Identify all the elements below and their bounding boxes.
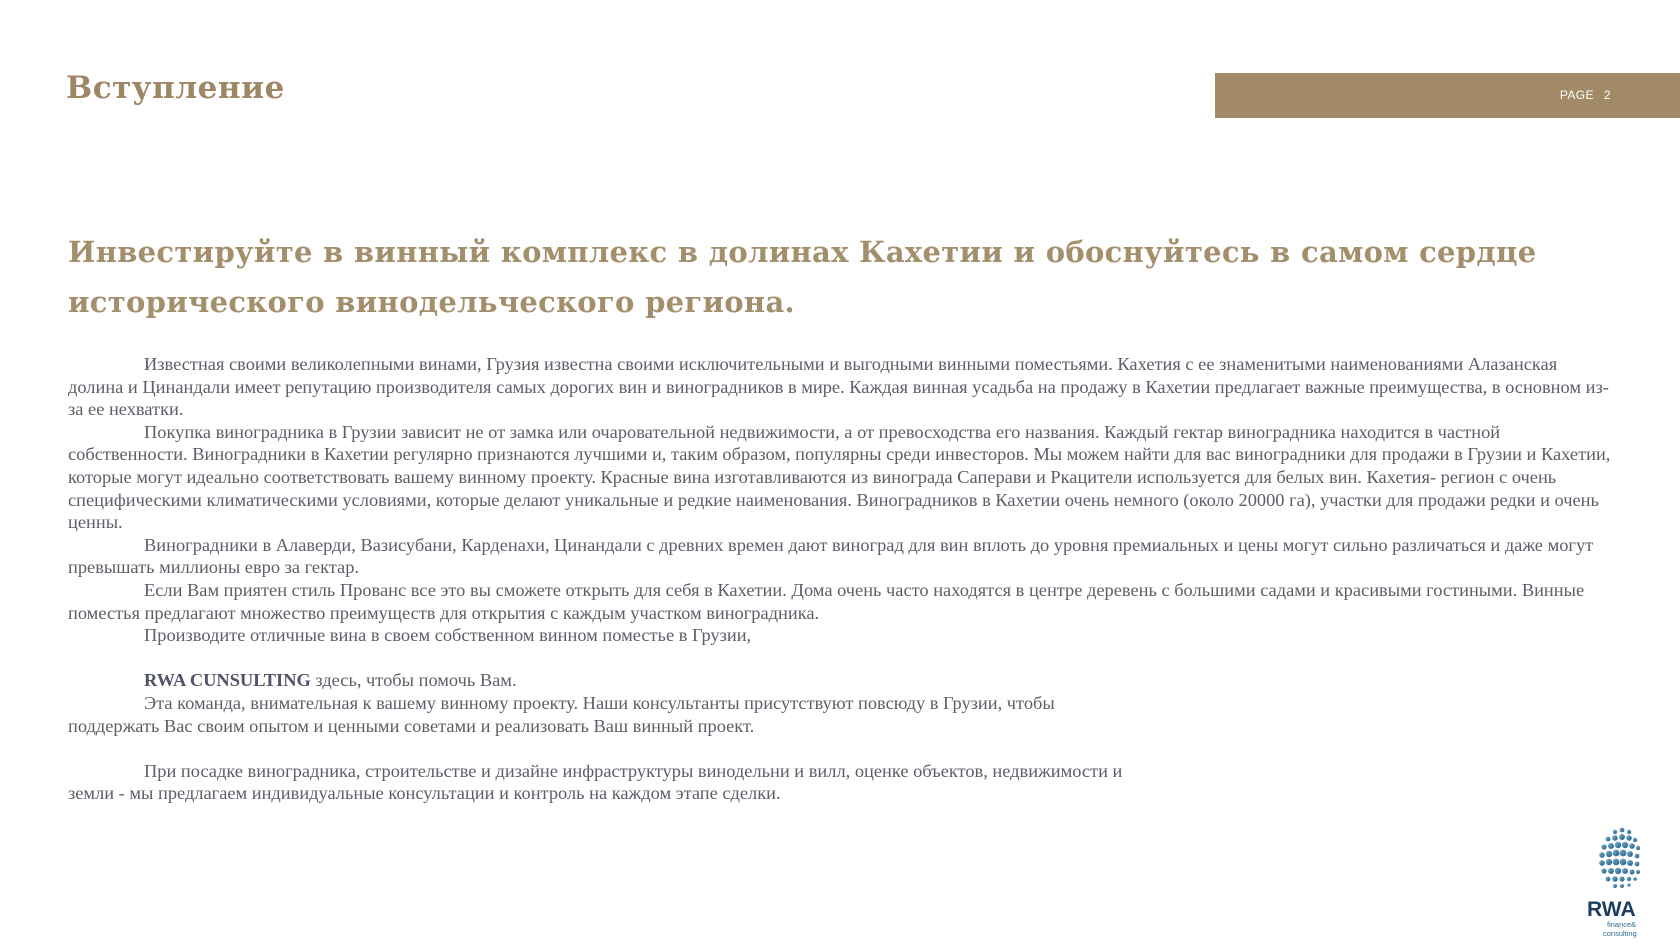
paragraph-5: Производите отличные вина в своем собственном винном поместье в Грузии, <box>144 625 752 646</box>
logo-subtext-2: consulting <box>1603 929 1637 938</box>
paragraph-6 <box>68 669 1616 692</box>
page-indicator <box>1560 88 1611 102</box>
headline-line-1: Инвестируйте в винный комплекс в долинах Кахетии и обоснуйтесь в самом сердце <box>68 235 1537 269</box>
section-title: Вступление <box>66 70 285 106</box>
spacer <box>68 737 1616 760</box>
paragraph-2: Покупка виноградника в Грузии зависит не от замка или очаровательной недвижимости, а от превосходства его названия. Каждый гектар виноградника находится в частной собственности. Виноградники в Кахетии регулярно признаются лучшими и, таким образом, популярны среди инвесторов. Мы можем найти для вас виноградники для продажи в Грузии и Кахетии, которые могут идеально соответствовать вашему винному проекту. Красные вина изготавливаются из винограда Саперави и Ркацители используется для белых вин. Кахетия- регион с очень специфическими климатическими условиями, которые делают уникальные и редкие наименования. Виноградников в Кахетии очень немного (около 20000 га), участки для продажи редки и очень ценны. <box>68 421 1611 533</box>
headline-line-2: исторического винодельческого региона. <box>68 285 795 319</box>
paragraph-4: Если Вам приятен стиль Прованс все это вы сможете открыть для себя в Кахетии. Дома очень часто находятся в центре деревень с большими садами и красивыми гостиными. Винные поместья предлагают множество преимуществ для открытия с каждым участком виноградника. <box>68 579 1585 623</box>
body-text <box>68 353 1616 805</box>
page-number-band <box>1215 73 1680 118</box>
globe-logo-icon <box>1545 812 1680 944</box>
paragraph-3: Виноградники в Алаверди, Вазисубани, Карденахи, Цинандали с древних времен дают виноград для вин вплоть до уровня премиальных и цены могут сильно различаться и даже могут превышать миллионы евро за гектар. <box>68 534 1594 578</box>
brand-name: RWA CUNSULTING <box>144 670 311 691</box>
paragraph-7-line-1: Эта команда, внимательная к вашему винному проекту. Наши консультанты присутствуют повсюду в Грузии, чтобы <box>144 692 1055 713</box>
rwa-logo <box>1545 812 1680 944</box>
paragraph-8-line-2: земли - мы предлагаем индивидуальные консультации и контроль на каждом этапе сделки. <box>68 783 781 804</box>
logo-subtext-1: finance& <box>1607 920 1637 929</box>
headline <box>68 227 1638 327</box>
spacer <box>68 647 1616 670</box>
paragraph-1: Известная своими великолепными винами, Грузия известна своими исключительными и выгодными винными поместьями. Кахетия с ее знаменитыми наименованиями Алазанская долина и Цинандали имеет репутацию производителя самых дорогих вин и виноградников в мире. Каждая винная усадьба на продажу в Кахетии предлагает важные преимущества, в основном из-за ее нехватки. <box>68 354 1609 420</box>
paragraph-7-line-2: поддержать Вас своим опытом и ценными советами и реализовать Ваш винный проект. <box>68 715 755 736</box>
paragraph-8-line-1: При посадке виноградника, строительстве и дизайне инфраструктуры винодельни и вилл, оценке объектов, недвижимости и <box>144 760 1123 781</box>
page-label: PAGE <box>1559 88 1594 102</box>
paragraph-6-text: здесь, чтобы помочь Вам. <box>310 670 517 691</box>
page-number: 2 <box>1603 88 1611 102</box>
logo-text: RWA <box>1587 898 1636 921</box>
